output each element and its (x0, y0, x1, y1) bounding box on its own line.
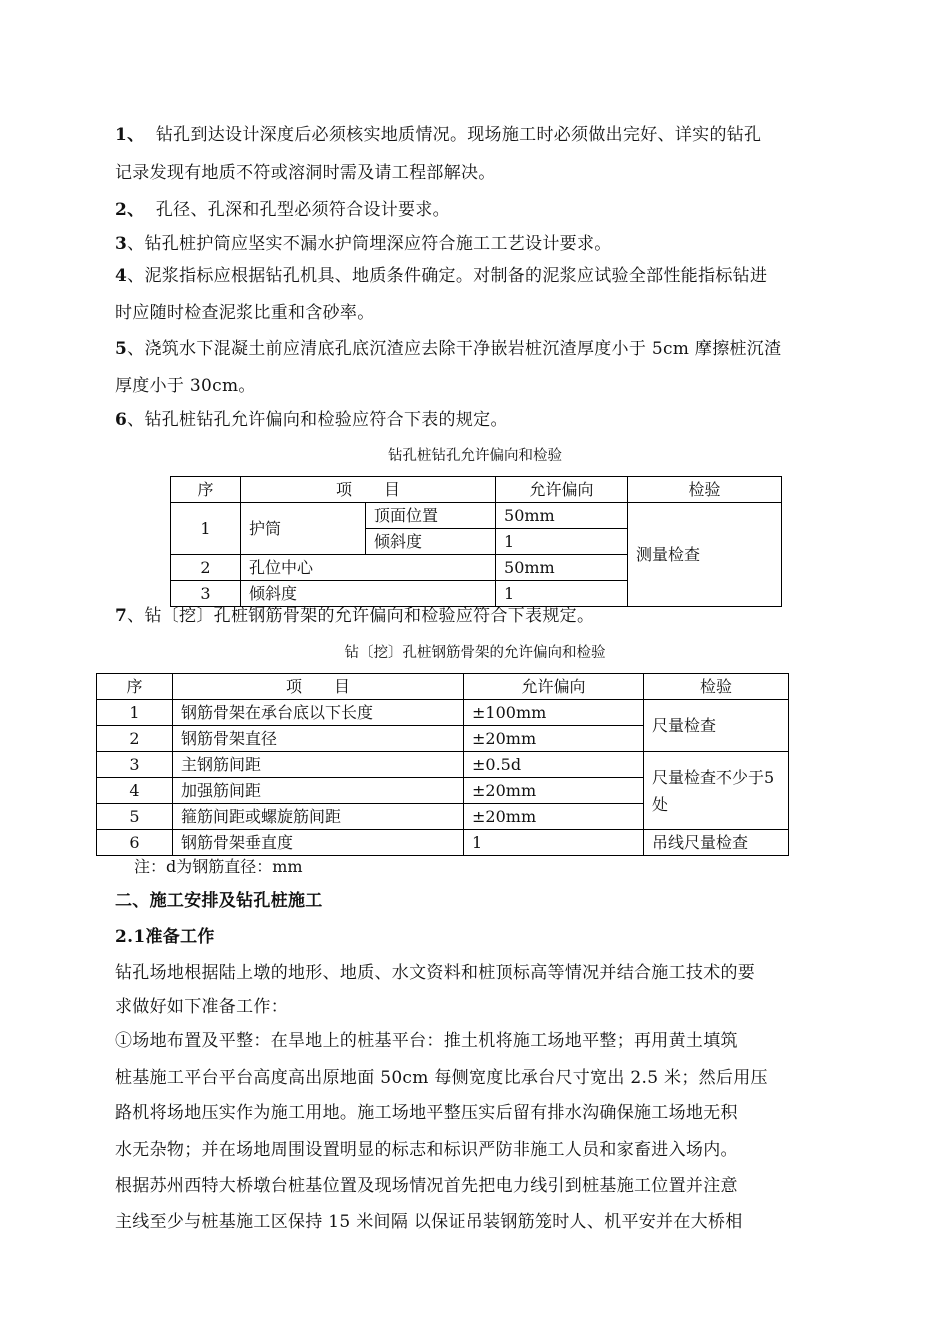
body-line-1: 钻孔场地根据陆上墩的地形、地质、水文资料和桩顶标高等情况并结合施工技术的要 (115, 963, 756, 983)
header-seq: 序 (171, 477, 241, 503)
header-deviation: 允许偏向 (464, 674, 644, 700)
check-method-cell: 尺量检查 (644, 700, 789, 752)
rebar-cage-deviation-table (96, 673, 789, 856)
check-method-cell: 吊线尺量检查 (644, 830, 789, 856)
table-row: 4 加强筋间距 ±20mm (97, 778, 789, 804)
item-1-line-2: 记录发现有地质不符或溶洞时需及请工程部解决。 (115, 163, 496, 183)
table-row: 5 箍筋间距或螺旋筋间距 ±20mm (97, 804, 789, 830)
item-7-line-1: 7、钻〔挖〕孔桩钢筋骨架的允许偏向和检验应符合下表规定。 (115, 606, 595, 626)
check-method-cell: 尺量检查不少于5处 (644, 752, 789, 830)
table-1-caption: 钻孔桩钻孔允许偏向和检验 (388, 448, 562, 464)
header-seq: 序 (97, 674, 173, 700)
table-row: 2 钢筋骨架直径 ±20mm (97, 726, 789, 752)
table-row: 倾斜度 1 (171, 529, 782, 555)
item-4-line-2: 时应随时检查泥浆比重和含砂率。 (115, 303, 375, 323)
body-line-8: 主线至少与桩基施工区保持 15 米间隔 以保证吊装钢筋笼时人、机平安并在大桥相 (115, 1212, 743, 1232)
body-line-7: 根据苏州西特大桥墩台桩基位置及现场情况首先把电力线引到桩基施工位置并注意 (115, 1176, 738, 1196)
item-1-line-1: 1、 钻孔到达设计深度后必须核实地质情况。现场施工时必须做出完好、详实的钻孔 (115, 125, 762, 145)
table-row: 2 孔位中心 50mm (171, 555, 782, 581)
body-line-4: 桩基施工平台平台高度高出原地面 50cm 每侧宽度比承台尺寸宽出 2.5 米；然后用压 (115, 1068, 768, 1088)
table-row: 3 主钢筋间距 ±0.5d 尺量检查不少于5处 (97, 752, 789, 778)
table-header-row (97, 674, 789, 700)
header-check: 检验 (644, 674, 789, 700)
item-6-line-1: 6、钻孔桩钻孔允许偏向和检验应符合下表的规定。 (115, 410, 508, 430)
table-row: 1 钢筋骨架在承台底以下长度 ±100mm 尺量检查 (97, 700, 789, 726)
item-4-line-1: 4、泥浆指标应根据钻孔机具、地质条件确定。对制备的泥浆应试验全部性能指标钻进 (115, 266, 768, 286)
drill-hole-deviation-table (170, 476, 782, 607)
item-2-line-1: 2、 孔径、孔深和孔型必须符合设计要求。 (115, 200, 450, 220)
section-heading: 二、施工安排及钻孔桩施工 (115, 891, 323, 911)
check-method-cell: 测量检查 (628, 503, 782, 607)
header-deviation: 允许偏向 (496, 477, 628, 503)
table-row: 3 倾斜度 1 (171, 581, 782, 607)
header-item: 项 目 (241, 477, 496, 503)
item-5-line-1: 5、浇筑水下混凝土前应清底孔底沉渣应去除干净嵌岩桩沉渣厚度小于 5cm 摩擦桩沉渣 (115, 339, 782, 359)
table-row: 6 钢筋骨架垂直度 1 吊线尺量检查 (97, 830, 789, 856)
header-item: 项 目 (173, 674, 464, 700)
body-line-2: 求做好如下准备工作： (115, 997, 288, 1017)
body-line-3: ①场地布置及平整：在旱地上的桩基平台：推土机将施工场地平整；再用黄土填筑 (115, 1031, 738, 1051)
body-line-5: 路机将场地压实作为施工用地。施工场地平整压实后留有排水沟确保施工场地无积 (115, 1103, 738, 1123)
table-row: 1 护筒 顶面位置 50mm 测量检查 (171, 503, 782, 529)
table-header-row (171, 477, 782, 503)
table-2-note: 注：d为钢筋直径：mm (134, 857, 303, 876)
header-check: 检验 (628, 477, 782, 503)
item-3-line-1: 3、钻孔桩护筒应坚实不漏水护筒埋深应符合施工工艺设计要求。 (115, 234, 612, 254)
section-subheading: 2.1准备工作 (115, 927, 215, 947)
body-line-6: 水无杂物；并在场地周围设置明显的标志和标识严防非施工人员和家畜进入场内。 (115, 1140, 738, 1160)
item-5-line-2: 厚度小于 30cm。 (115, 376, 256, 396)
table-2-caption: 钻〔挖〕孔桩钢筋骨架的允许偏向和检验 (344, 645, 606, 661)
